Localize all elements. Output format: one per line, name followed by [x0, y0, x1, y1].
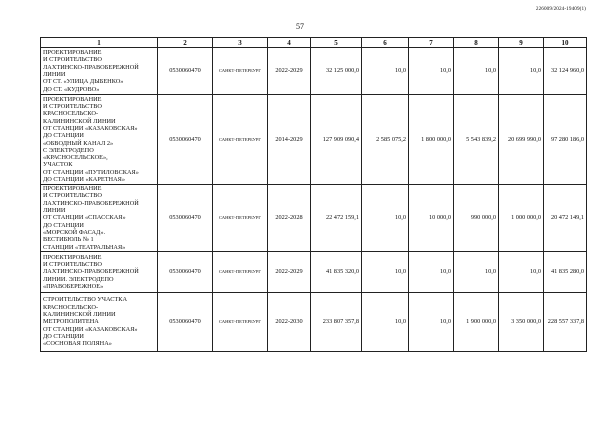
project-name-line: ПРОЕКТИРОВАНИЕ: [43, 49, 102, 57]
value-col9: 3 350 000,0: [499, 293, 544, 352]
value-col7: 10,0: [409, 48, 454, 95]
project-name: [41, 185, 158, 252]
value-col7: 10,0: [409, 252, 454, 293]
table-row: [41, 293, 587, 352]
column-number: 5: [311, 38, 362, 48]
region: САНКТ-ПЕТЕРБУРГ: [213, 95, 268, 185]
value-col10: 20 472 149,1: [544, 185, 587, 252]
program-code: 0530060470: [158, 95, 213, 185]
region: САНКТ-ПЕТЕРБУРГ: [213, 252, 268, 293]
column-number: 9: [499, 38, 544, 48]
value-col5: 22 472 159,1: [311, 185, 362, 252]
project-name-line: ДО СТАНЦИИ: [43, 132, 84, 140]
value-col9: 10,0: [499, 48, 544, 95]
project-name-line: «ОБВОДНЫЙ КАНАЛ 2»: [43, 139, 114, 147]
value-col8: 1 900 000,0: [454, 293, 499, 352]
project-name-line: КРАСНОСЕЛЬСКО-: [43, 303, 99, 311]
value-col10: 228 557 337,8: [544, 293, 587, 352]
value-col6: 10,0: [362, 48, 409, 95]
project-name-line: ДО СТ. «КУДРОВО»: [43, 85, 100, 93]
project-name-line: УЧАСТОК: [43, 161, 73, 169]
column-number: 4: [268, 38, 311, 48]
table-row: [41, 95, 587, 185]
project-name-line: КАЛИНИНСКОЙ ЛИНИИ: [43, 117, 116, 125]
region: САНКТ-ПЕТЕРБУРГ: [213, 185, 268, 252]
value-col8: 5 543 839,2: [454, 95, 499, 185]
period: 2022-2028: [268, 185, 311, 252]
budget-table: [40, 37, 587, 352]
region: САНКТ-ПЕТЕРБУРГ: [213, 293, 268, 352]
project-name-line: КРАСНОСЕЛЬСКО-: [43, 110, 99, 118]
value-col10: 41 835 280,0: [544, 252, 587, 293]
project-name-line: ПРОЕКТИРОВАНИЕ: [43, 253, 102, 261]
value-col7: 1 800 000,0: [409, 95, 454, 185]
project-name-line: ДО СТАНЦИИ «КАРЕТНАЯ»: [43, 175, 125, 183]
column-number: 6: [362, 38, 409, 48]
table-row: [41, 48, 587, 95]
project-name-line: И СТРОИТЕЛЬСТВО: [43, 192, 102, 200]
project-name-line: «СОСНОВАЯ ПОЛЯНА»: [43, 340, 112, 348]
region: САНКТ-ПЕТЕРБУРГ: [213, 48, 268, 95]
project-name-line: ОТ СТ. «УЛИЦА ДЫБЕНКО»: [43, 78, 124, 86]
value-col9: 10,0: [499, 252, 544, 293]
value-col8: 990 000,0: [454, 185, 499, 252]
column-number: 7: [409, 38, 454, 48]
project-name-line: И СТРОИТЕЛЬСТВО: [43, 56, 102, 64]
column-number: 2: [158, 38, 213, 48]
project-name: [41, 293, 158, 352]
project-name-line: ПРОЕКТИРОВАНИЕ: [43, 95, 102, 103]
value-col5: 127 909 090,4: [311, 95, 362, 185]
column-number: 10: [544, 38, 587, 48]
value-col5: 233 807 357,8: [311, 293, 362, 352]
value-col5: 32 125 000,0: [311, 48, 362, 95]
value-col6: 10,0: [362, 293, 409, 352]
project-name-line: ОТ СТАНЦИИ «КАЗАКОВСКАЯ»: [43, 325, 138, 333]
project-name: [41, 252, 158, 293]
table-row: [41, 252, 587, 293]
value-col6: 10,0: [362, 252, 409, 293]
project-name: [41, 95, 158, 185]
project-name-line: ВЕСТИБЮЛЬ № 1: [43, 236, 94, 244]
project-name-line: ЛИНИИ: [43, 207, 66, 215]
column-number: 8: [454, 38, 499, 48]
project-name-line: ПРОЕКТИРОВАНИЕ: [43, 185, 102, 193]
column-number: 3: [213, 38, 268, 48]
period: 2022-2030: [268, 293, 311, 352]
project-name-line: ДО СТАНЦИИ: [43, 332, 84, 340]
project-name-line: «ПРАВОБЕРЕЖНОЕ»: [43, 282, 104, 290]
project-name-line: С ЭЛЕКТРОДЕПО: [43, 146, 94, 154]
value-col7: 10,0: [409, 293, 454, 352]
column-number-row: [41, 38, 587, 48]
value-col10: 32 124 960,0: [544, 48, 587, 95]
project-name-line: ЛАХТИНСКО-ПРАВОБЕРЕЖНОЙ: [43, 63, 139, 71]
project-name-line: СТАНЦИИ «ТЕАТРАЛЬНАЯ»: [43, 243, 126, 251]
project-name-line: «КРАСНОСЕЛЬСКОЕ»,: [43, 154, 108, 162]
value-col5: 41 835 320,0: [311, 252, 362, 293]
period: 2022-2029: [268, 48, 311, 95]
value-col8: 10,0: [454, 48, 499, 95]
value-col10: 97 280 186,0: [544, 95, 587, 185]
value-col6: 2 585 075,2: [362, 95, 409, 185]
project-name-line: МЕТРОПОЛИТЕНА: [43, 318, 99, 326]
program-code: 0530060470: [158, 185, 213, 252]
project-name-line: И СТРОИТЕЛЬСТВО: [43, 103, 102, 111]
project-name-line: ЛАХТИНСКО-ПРАВОБЕРЕЖНОЙ: [43, 199, 139, 207]
project-name-line: ЛИНИИ. ЭЛЕКТРОДЕПО: [43, 275, 114, 283]
program-code: 0530060470: [158, 48, 213, 95]
project-name-line: ОТ СТАНЦИИ «КАЗАКОВСКАЯ»: [43, 124, 138, 132]
program-code: 0530060470: [158, 252, 213, 293]
page-number: 57: [296, 22, 304, 31]
value-col6: 10,0: [362, 185, 409, 252]
period: 2014-2029: [268, 95, 311, 185]
project-name-line: ОТ СТАНЦИИ «ПУТИЛОВСКАЯ»: [43, 168, 139, 176]
project-name: [41, 48, 158, 95]
project-name-line: ЛАХТИНСКО-ПРАВОБЕРЕЖНОЙ: [43, 268, 139, 276]
project-name-line: «МОРСКОЙ ФАСАД».: [43, 228, 106, 236]
project-name-line: ЛИНИИ: [43, 71, 66, 78]
project-name-line: ДО СТАНЦИИ: [43, 221, 84, 229]
value-col7: 10 000,0: [409, 185, 454, 252]
table-row: [41, 185, 587, 252]
project-name-line: СТРОИТЕЛЬСТВО УЧАСТКА: [43, 296, 128, 304]
value-col9: 20 699 990,0: [499, 95, 544, 185]
column-number: 1: [41, 38, 158, 48]
project-name-line: КАЛИНИНСКОЙ ЛИНИИ: [43, 311, 116, 319]
value-col8: 10,0: [454, 252, 499, 293]
program-code: 0530060470: [158, 293, 213, 352]
project-name-line: И СТРОИТЕЛЬСТВО: [43, 261, 102, 269]
document-id: 226009/2024-19409(1): [535, 6, 586, 12]
project-name-line: ОТ СТАНЦИИ «СПАССКАЯ»: [43, 214, 126, 222]
period: 2022-2029: [268, 252, 311, 293]
value-col9: 1 000 000,0: [499, 185, 544, 252]
